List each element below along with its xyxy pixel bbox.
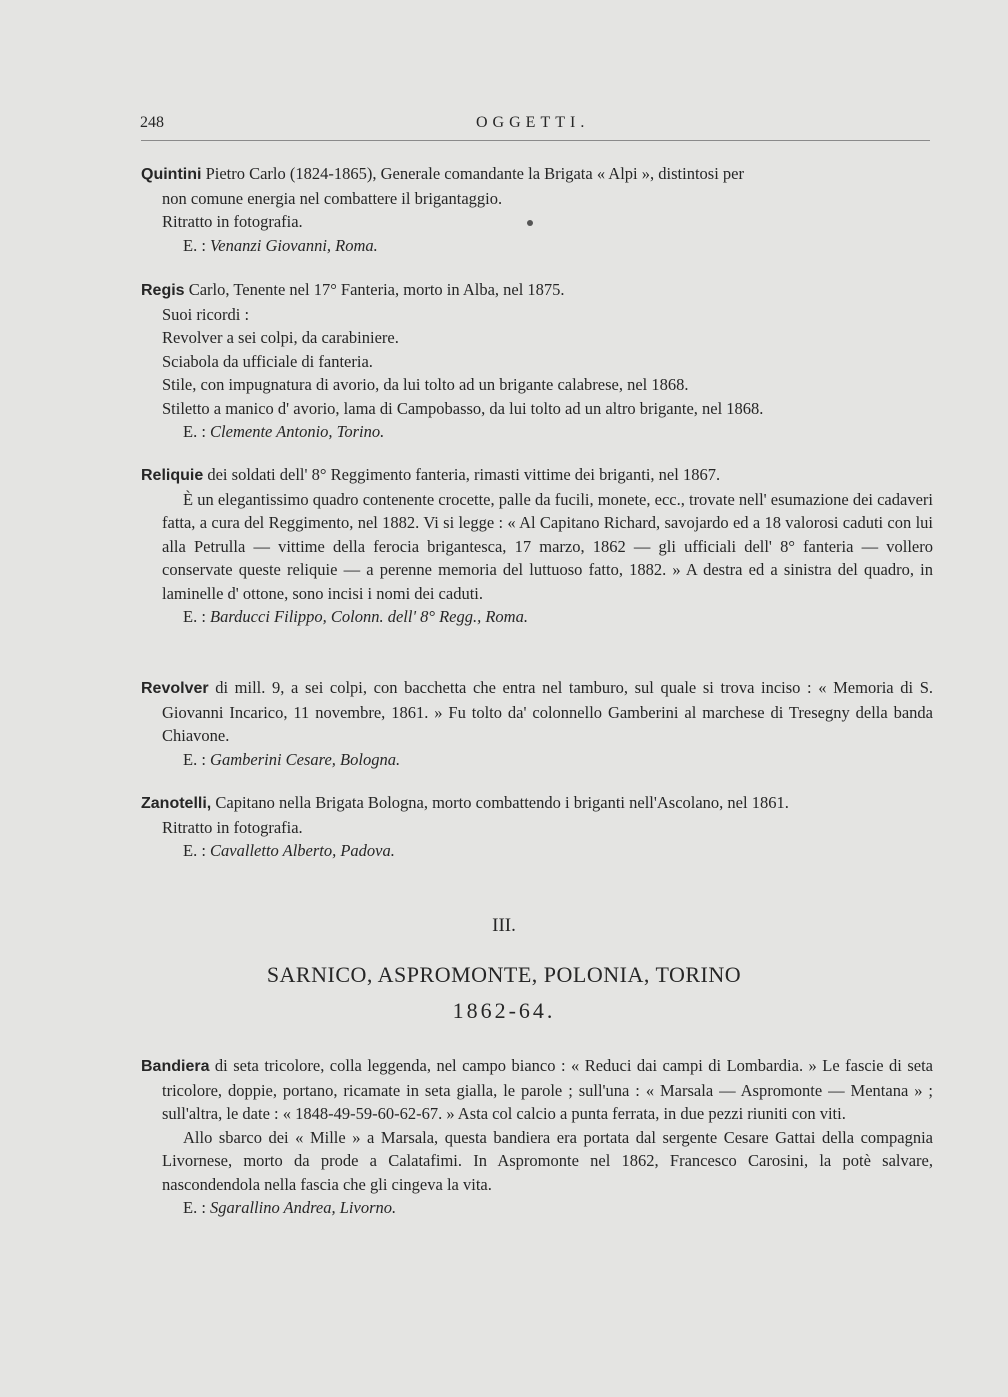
entry-reliquie [141, 463, 933, 629]
exhibitor-name: Sgarallino Andrea, Livorno. [210, 1198, 397, 1217]
entry-description: Capitano nella Brigata Bologna, morto combattendo i briganti nell'Ascolano, nel 1861. [211, 793, 789, 812]
running-title: OGGETTI. [476, 114, 590, 131]
exhibitor-name: Clemente Antonio, Torino. [210, 422, 385, 441]
entry-headword: Revolver [141, 680, 209, 697]
entry-zanotelli [141, 791, 933, 863]
exhibitor-line: E. : Clemente Antonio, Torino. [183, 422, 385, 441]
section-number: III. [492, 915, 516, 936]
entry-text [141, 791, 933, 816]
entry-regis [141, 278, 933, 444]
entry-subline: Sciabola da ufficiale di fanteria. [162, 351, 373, 371]
entry-body: Allo sbarco dei « Mille » a Marsala, questa bandiera era portata dal sergente Cesare Gattai della compagnia Livornese, morto da prode a Calatafimi. In Aspromonte nel 1862, Francesco Carosini, la potè salvare, nascondendola nella fascia che gli cingeva la vita. [162, 1127, 933, 1194]
entry-description-cont: non comune energia nel combattere il brigantaggio. [162, 188, 503, 208]
exhibitor-name: Cavalletto Alberto, Padova. [210, 841, 395, 860]
entry-headword: Reliquie [141, 467, 204, 484]
header-rule [141, 140, 930, 141]
section-years: 1862-64. [452, 998, 556, 1023]
entry-description: di mill. 9, a sei colpi, con bacchetta che entra nel tamburo, sul quale si trova inciso : « Memoria di S. Giovanni Incarico, 11 novembre, 1861. » Fu tolto da' colonnello Gamberini al marchese di Tresegny della banda Chiavone. [162, 678, 933, 745]
entry-subline: Stiletto a manico d' avorio, lama di Campobasso, da lui tolto ad un altro brigante, nel 1868. [162, 398, 764, 418]
ink-speck [527, 220, 533, 226]
exhibitor-name: Gamberini Cesare, Bologna. [210, 749, 401, 769]
entry-subline: Ritratto in fotografia. [162, 817, 303, 837]
entry-revolver [141, 676, 933, 771]
exhibitor-name: Venanzi Giovanni, Roma. [210, 235, 378, 255]
entry-headword: Zanotelli, [141, 795, 212, 812]
section-title: SARNICO, ASPROMONTE, POLONIA, TORINO [266, 962, 742, 987]
entry-description: Pietro Carlo (1824-1865), Generale comandante la Brigata « Alpi », distintosi per [201, 164, 744, 183]
entry-subline: Ritratto in fotografia. [162, 212, 303, 231]
entry-body: È un elegantissimo quadro contenente crocette, palle da fucili, monete, ecc., trovate nell' esumazione dei cadaveri fatta, a cura del Reggimento, nel 1882. Vi si legge : « Al Capitano Richard, savojardo ed a 18 valorosi caduti con lui alla Petrulla — vittime della ferocia brigantesca, 17 marzo, 1862 — gli ufficiali dell' 8° fanteria — vollero conservate queste reliquie — a perenne memoria del luttuoso fatto, 1882. » A destra ed a sinistra del quadro, in laminelle d' ottone, sono incisi i nomi dei caduti. [162, 489, 933, 603]
entry-text [141, 162, 933, 210]
entry-text [141, 676, 933, 748]
entry-headword: Bandiera [141, 1058, 210, 1075]
entry-quintini [141, 162, 933, 257]
entry-bandiera [141, 1054, 933, 1220]
exhibitor-line: E. : Gamberini Cesare, Bologna. [183, 749, 401, 769]
page-number: 248 [140, 114, 164, 131]
exhibitor-line: E. : Cavalletto Alberto, Padova. [183, 841, 395, 860]
page-header [138, 110, 930, 136]
exhibitor-name: Barducci Filippo, Colonn. dell' 8° Regg., Roma. [210, 607, 528, 626]
entry-headword: Regis [141, 282, 185, 299]
entry-text [141, 278, 933, 303]
exhibitor-line: E. : Venanzi Giovanni, Roma. [183, 235, 378, 255]
entry-text [141, 463, 933, 488]
exhibitor-line: E. : Barducci Filippo, Colonn. dell' 8° Regg., Roma. [183, 607, 528, 626]
entry-subline: Suoi ricordi : [162, 304, 250, 324]
entry-subline: Stile, con impugnatura di avorio, da lui tolto ad un brigante calabrese, nel 1868. [162, 375, 689, 394]
exhibitor-line: E. : Sgarallino Andrea, Livorno. [183, 1198, 397, 1217]
entry-description: dei soldati dell' 8° Reggimento fanteria, rimasti vittime dei briganti, nel 1867. [203, 465, 721, 484]
entry-text [141, 1054, 933, 1126]
entry-headword: Quintini [141, 166, 202, 183]
entry-description: Carlo, Tenente nel 17° Fanteria, morto in Alba, nel 1875. [184, 280, 565, 299]
entry-description: di seta tricolore, colla leggenda, nel campo bianco : « Reduci dai campi di Lombardia. » Le fascie di seta tricolore, doppie, portano, ricamate in seta gialla, le parole ; sull'una : « Marsala — Aspromonte — Mentana » ; sull'altra, le date : « 1848-49-59-60-62-67. » Asta col calcio a punta ferrata, in due pezzi riuniti con viti. [162, 1056, 933, 1123]
entry-subline: Revolver a sei colpi, da carabiniere. [162, 328, 399, 347]
